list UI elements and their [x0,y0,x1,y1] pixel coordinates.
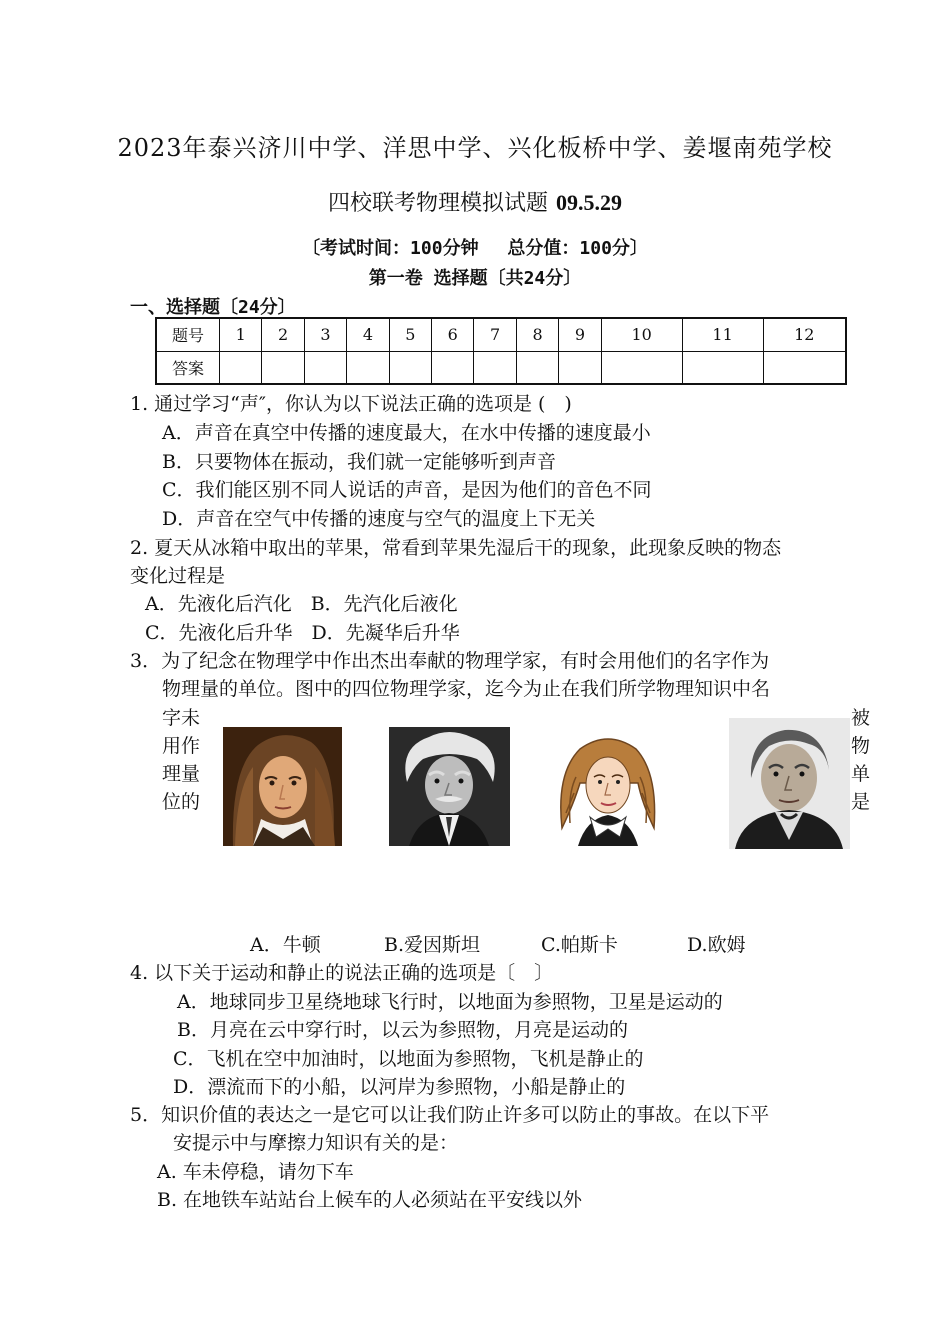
ohm-portrait [729,718,850,849]
q2-options-row1: A．先液化后汽化 B．先汽化后液化 [145,593,458,615]
einstein-portrait [389,727,510,846]
q3-right-text-2: 物 [851,735,871,757]
q4-option-d: D．漂流而下的小船，以河岸为参照物，小船是静止的 [173,1076,626,1098]
answer-cell[interactable] [389,351,431,384]
volume-title: 第一卷 选择题〔共24分〕 [368,268,582,289]
q2-stem-line2: 变化过程是 [130,565,226,587]
q4-option-a: A．地球同步卫星绕地球飞行时，以地面为参照物，卫星是运动的 [177,991,723,1013]
question-number-cell: 7 [474,318,516,351]
q5-option-b: B. 在地铁车站站台上候车的人必须站在平安线以外 [157,1189,583,1211]
question-number-cell: 1 [220,318,262,351]
q4-option-b: B．月亮在云中穿行时，以云为参照物，月亮是运动的 [177,1019,628,1041]
answer-cell[interactable] [432,351,474,384]
row-label-answer: 答案 [156,351,220,384]
q1-option-d: D．声音在空气中传播的速度与空气的温度上下无关 [162,508,596,530]
q3-option-c: C.帕斯卡 [541,934,618,956]
q1-option-c: C．我们能区别不同人说话的声音，是因为他们的音色不同 [162,479,652,501]
answer-cell[interactable] [262,351,304,384]
pascal-portrait [550,733,667,846]
exam-title-subject: 四校联考物理模拟试题 [327,191,548,216]
answer-cell[interactable] [763,351,846,384]
question-number-cell: 10 [601,318,682,351]
q2-stem-line1: 2. 夏天从冰箱中取出的苹果，常看到苹果先湿后干的现象，此现象反映的物态 [130,537,782,559]
q3-stem-line1: 3．为了纪念在物理学中作出杰出奉献的物理学家，有时会用他们的名字作为 [130,650,770,672]
answer-cell[interactable] [682,351,763,384]
question-number-cell: 9 [559,318,601,351]
q3-right-text-3: 单 [851,763,871,785]
q1-stem: 1. 通过学习“声″，你认为以下说法正确的选项是 ( ) [130,393,572,415]
question-number-cell: 11 [682,318,763,351]
q2-options-row2: C．先液化后升华 D．先凝华后升华 [145,622,460,644]
q3-left-text-4: 位的 [162,791,201,813]
question-number-cell: 3 [304,318,346,351]
answer-cell[interactable] [601,351,682,384]
q4-option-c: C．飞机在空中加油时，以地面为参照物，飞机是静止的 [173,1048,644,1070]
q1-option-b: B．只要物体在振动，我们就一定能够听到声音 [162,451,556,473]
answer-cell[interactable] [516,351,558,384]
answer-cell[interactable] [559,351,601,384]
answer-table-number-row [156,318,846,351]
q5-stem-line1: 5．知识价值的表达之一是它可以让我们防止许多可以防止的事故。在以下平 [130,1104,770,1126]
q3-option-b: B.爱因斯坦 [384,934,481,956]
question-number-cell: 4 [347,318,389,351]
question-number-cell: 8 [516,318,558,351]
question-number-cell: 5 [389,318,431,351]
answer-table-answer-row [156,351,846,384]
row-label-question-number: 题号 [156,318,220,351]
answer-cell[interactable] [304,351,346,384]
q1-option-a: A．声音在真空中传播的速度最大，在水中传播的速度最小 [162,422,651,444]
answer-cell[interactable] [347,351,389,384]
question-number-cell: 12 [763,318,846,351]
answer-cell[interactable] [474,351,516,384]
exam-title-line1: 2023年泰兴济川中学、洋思中学、兴化板桥中学、姜堰南苑学校 [117,134,833,162]
q3-left-text-2: 用作 [162,735,201,757]
q3-left-text-3: 理量 [162,763,201,785]
q4-stem: 4. 以下关于运动和静止的说法正确的选项是〔 〕 [130,962,554,984]
section-title: 一、选择题〔24分〕 [130,297,296,318]
q5-stem-line2: 安提示中与摩擦力知识有关的是： [173,1132,459,1154]
exam-title-line2 [0,186,950,217]
question-number-cell: 2 [262,318,304,351]
q3-right-text-1: 被 [851,707,871,729]
answer-cell[interactable] [220,351,262,384]
answer-table [155,317,847,385]
q3-option-a: A．牛顿 [250,934,321,956]
q3-right-text-4: 是 [851,791,871,813]
q3-stem-line2: 物理量的单位。图中的四位物理学家，迄今为止在我们所学物理知识中名 [162,678,771,700]
question-number-cell: 6 [432,318,474,351]
exam-date: 09.5.29 [556,190,622,215]
q3-option-d: D.欧姆 [687,934,746,956]
q3-left-text-1: 字未 [162,707,201,729]
exam-info: 〔考试时间：100分钟 总分值：100分〕 [302,238,648,259]
newton-portrait [223,727,342,846]
q5-option-a: A. 车未停稳，请勿下车 [157,1161,354,1183]
